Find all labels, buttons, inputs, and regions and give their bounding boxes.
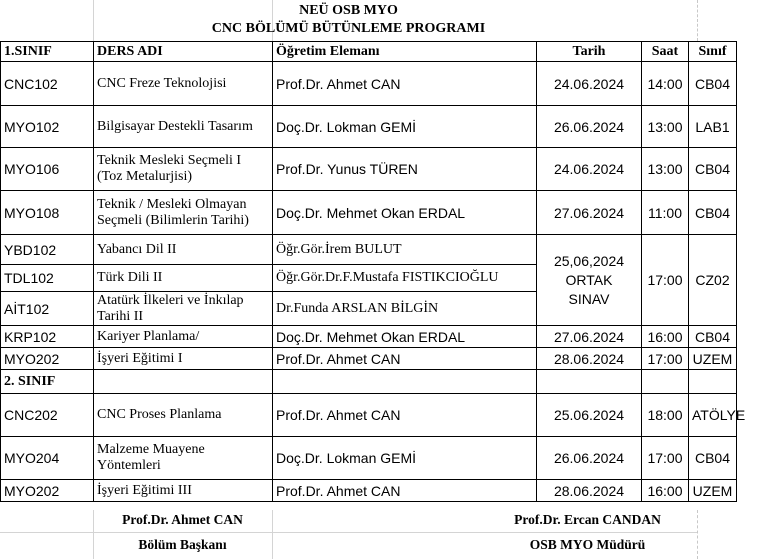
instructor-cell: Prof.Dr. Ahmet CAN [273, 348, 537, 370]
course-name-cell: CNC Freze Teknolojisi [94, 62, 273, 106]
time-cell: 17:00 [642, 437, 689, 480]
course-code-cell: MYO108 [1, 191, 94, 235]
column-header-date: Tarih [537, 42, 642, 62]
header-row [1, 42, 737, 62]
empty-cell [642, 370, 689, 394]
grid-line [272, 510, 273, 559]
time-cell: 14:00 [642, 62, 689, 106]
course-name-cell: CNC Proses Planlama [94, 394, 273, 437]
header-line-1: NEÜ OSB MYO [299, 3, 398, 18]
common-exam-room-cell: CZ02 [689, 235, 737, 326]
grid-line [0, 532, 697, 533]
room-cell: CB04 [689, 62, 737, 106]
column-header-room: Sınıf [689, 42, 737, 62]
table-row [1, 235, 737, 265]
instructor-cell: Doç.Dr. Lokman GEMİ [273, 106, 537, 148]
date-cell: 25.06.2024 [537, 394, 642, 437]
table-row [1, 326, 737, 348]
time-cell: 16:00 [642, 326, 689, 348]
date-cell: 28.06.2024 [537, 348, 642, 370]
date-cell: 26.06.2024 [537, 437, 642, 480]
department-head-title: Bölüm Başkanı [138, 537, 227, 552]
instructor-cell: Prof.Dr. Ahmet CAN [273, 394, 537, 437]
table-row [1, 394, 737, 437]
instructor-cell: Doç.Dr. Mehmet Okan ERDAL [273, 326, 537, 348]
room-cell: ATÖLYE [689, 394, 737, 437]
instructor-cell: Öğr.Gör.İrem BULUT [273, 235, 537, 265]
column-header-code: 1.SINIF [1, 42, 94, 62]
time-cell: 16:00 [642, 480, 689, 502]
empty-cell [273, 370, 537, 394]
course-code-cell: MYO106 [1, 148, 94, 191]
section-label: 2. SINIF [1, 370, 94, 394]
course-name-cell: Atatürk İlkeleri ve İnkılap Tarihi II [94, 292, 273, 326]
common-exam-date-cell [537, 235, 642, 326]
course-name-cell: İşyeri Eğitimi III [94, 480, 273, 502]
date-cell: 27.06.2024 [537, 326, 642, 348]
room-cell: UZEM [689, 348, 737, 370]
column-header-course: DERS ADI [94, 42, 273, 62]
common-exam-label: SINAV [568, 290, 610, 307]
date-cell: 28.06.2024 [537, 480, 642, 502]
instructor-cell: Prof.Dr. Yunus TÜREN [273, 148, 537, 191]
department-head-name: Prof.Dr. Ahmet CAN [122, 512, 243, 527]
table-row [1, 148, 737, 191]
time-cell: 13:00 [642, 148, 689, 191]
course-code-cell: TDL102 [1, 265, 94, 292]
room-cell: LAB1 [689, 106, 737, 148]
room-cell: CB04 [689, 191, 737, 235]
course-code-cell: MYO204 [1, 437, 94, 480]
page-break-line [697, 510, 698, 559]
date-cell: 24.06.2024 [537, 62, 642, 106]
director-name: Prof.Dr. Ercan CANDAN [514, 512, 661, 527]
course-code-cell: KRP102 [1, 326, 94, 348]
time-cell: 17:00 [642, 348, 689, 370]
course-name-cell: Malzeme Muayene Yöntemleri [94, 437, 273, 480]
course-name-cell: Bilgisayar Destekli Tasarım [94, 106, 273, 148]
instructor-cell: Doç.Dr. Mehmet Okan ERDAL [273, 191, 537, 235]
table-row [1, 480, 737, 502]
table-row [1, 106, 737, 148]
course-code-cell: MYO202 [1, 480, 94, 502]
table-row [1, 191, 737, 235]
course-name-cell: İşyeri Eğitimi I [94, 348, 273, 370]
director-title: OSB MYO Müdürü [529, 537, 646, 552]
course-name-cell: Teknik / Mesleki Olmayan Seçmeli (Bilimlerin Tarihi) [94, 191, 273, 235]
common-exam-date: 25,06,2024 [553, 252, 625, 269]
room-cell: CB04 [689, 437, 737, 480]
page-break-line [697, 0, 698, 41]
section-header-row [1, 370, 737, 394]
instructor-cell: Dr.Funda ARSLAN BİLGİN [273, 292, 537, 326]
table-row [1, 348, 737, 370]
empty-cell [537, 370, 642, 394]
column-header-time: Saat [642, 42, 689, 62]
course-code-cell: CNC202 [1, 394, 94, 437]
course-code-cell: MYO202 [1, 348, 94, 370]
instructor-cell: Prof.Dr. Ahmet CAN [273, 480, 537, 502]
date-cell: 26.06.2024 [537, 106, 642, 148]
course-code-cell: AİT102 [1, 292, 94, 326]
empty-cell [94, 370, 273, 394]
course-name-cell: Yabancı Dil II [94, 235, 273, 265]
room-cell: UZEM [689, 480, 737, 502]
course-name-cell: Türk Dili II [94, 265, 273, 292]
time-cell: 18:00 [642, 394, 689, 437]
course-code-cell: YBD102 [1, 235, 94, 265]
course-name-cell: Teknik Mesleki Seçmeli I (Toz Metalurjisi) [94, 148, 273, 191]
time-cell: 13:00 [642, 106, 689, 148]
instructor-cell: Doç.Dr. Lokman GEMİ [273, 437, 537, 480]
instructor-cell: Prof.Dr. Ahmet CAN [273, 62, 537, 106]
course-name-cell: Kariyer Planlama/ [94, 326, 273, 348]
room-cell: CB04 [689, 326, 737, 348]
time-cell: 11:00 [642, 191, 689, 235]
exam-schedule-table [0, 41, 746, 502]
course-code-cell: MYO102 [1, 106, 94, 148]
table-row [1, 62, 737, 106]
common-exam-label: ORTAK [565, 271, 613, 288]
common-exam-time-cell: 17:00 [642, 235, 689, 326]
date-cell: 27.06.2024 [537, 191, 642, 235]
room-cell: CB04 [689, 148, 737, 191]
date-cell: 24.06.2024 [537, 148, 642, 191]
column-header-instructor: Öğretim Elemanı [273, 42, 537, 62]
header-line-2: CNC BÖLÜMÜ BÜTÜNLEME PROGRAMI [211, 21, 486, 36]
table-row [1, 437, 737, 480]
instructor-cell: Öğr.Gör.Dr.F.Mustafa FISTIKCIOĞLU [273, 265, 537, 292]
empty-cell [689, 370, 737, 394]
course-code-cell: CNC102 [1, 62, 94, 106]
